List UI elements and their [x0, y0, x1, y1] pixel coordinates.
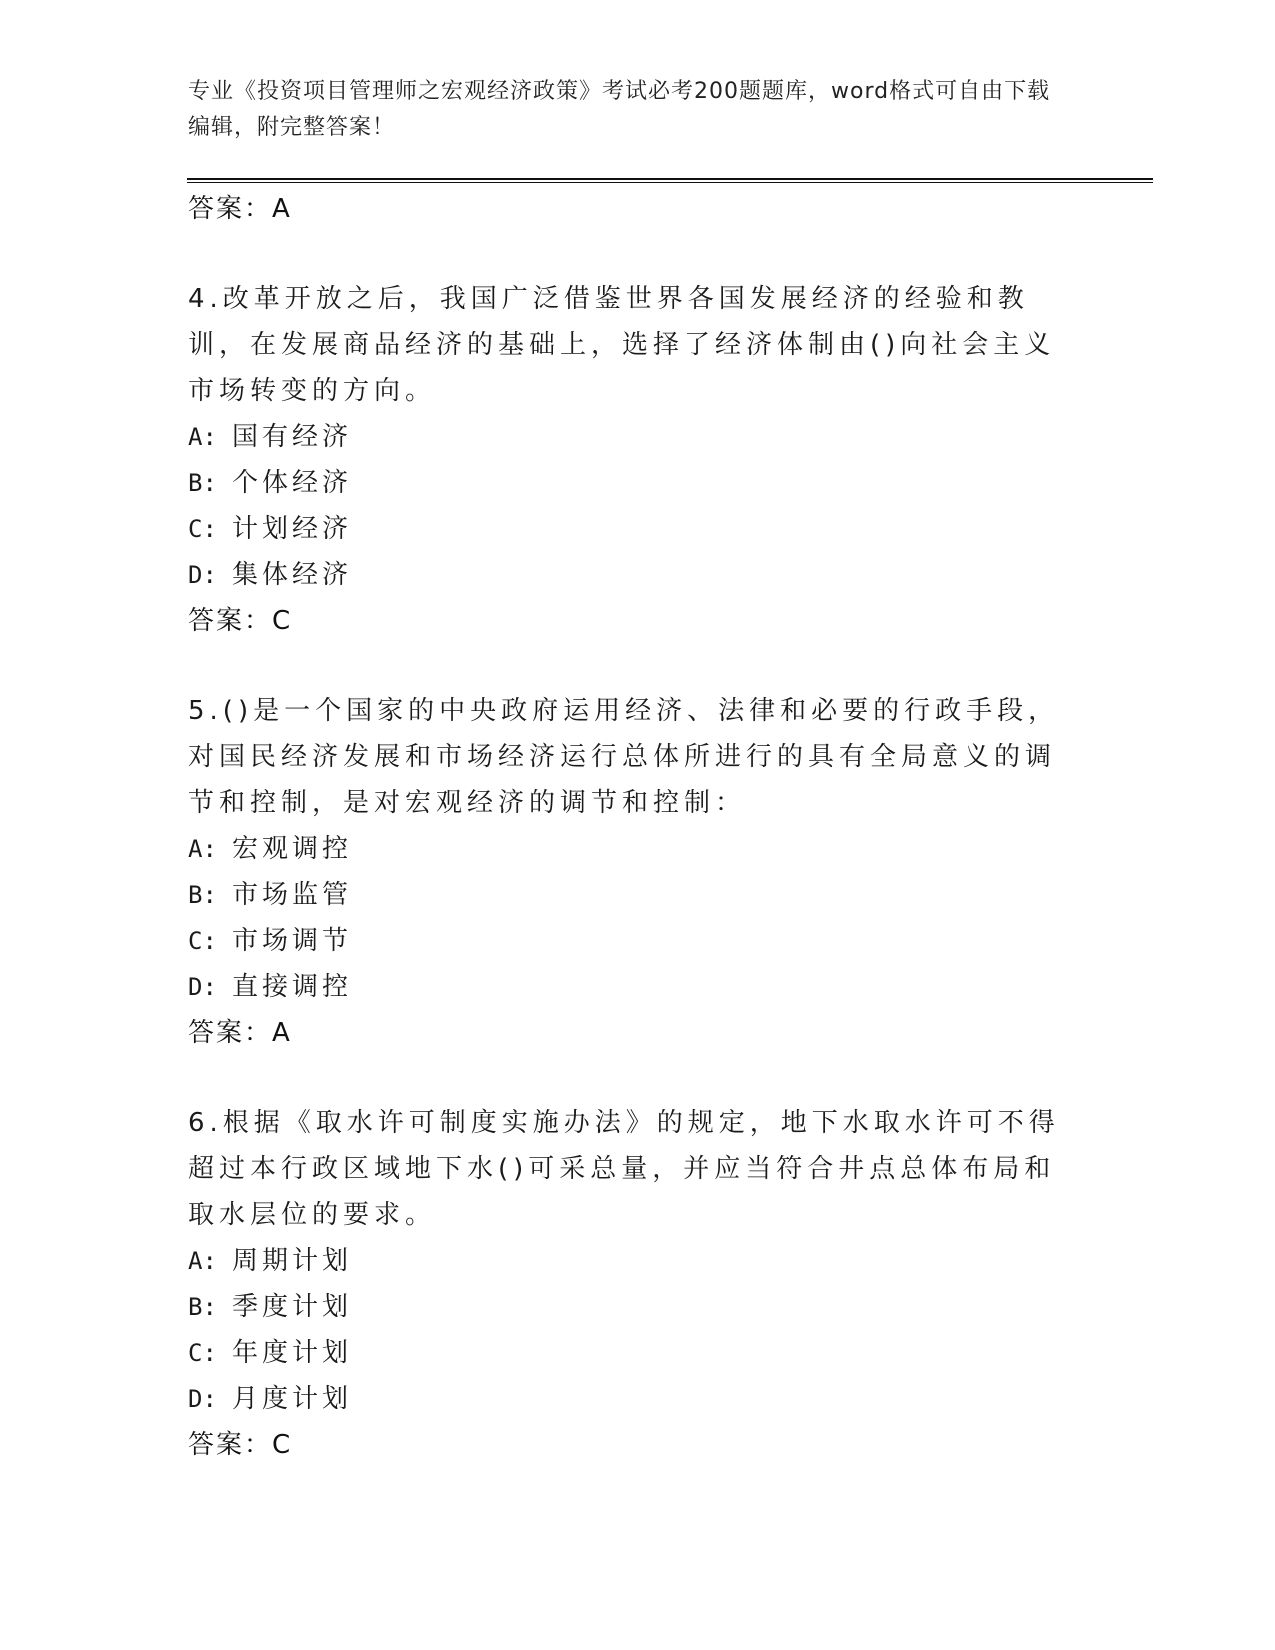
- option-text: 宏观调控: [232, 834, 353, 864]
- option-text: 集体经济: [232, 560, 353, 590]
- option-b: [188, 460, 1068, 506]
- option-letter: B:: [188, 469, 217, 497]
- option-letter: B:: [188, 1293, 217, 1321]
- option-a: [188, 826, 1068, 872]
- option-d: [188, 964, 1068, 1010]
- option-text: 计划经济: [232, 514, 353, 544]
- option-c: [188, 1330, 1068, 1376]
- option-d: [188, 552, 1068, 598]
- option-letter: B:: [188, 881, 217, 909]
- question-text: 4.改革开放之后，我国广泛借鉴世界各国发展经济的经验和教训，在发展商品经济的基础上，选择了经济体制由()向社会主义市场转变的方向。: [188, 284, 1056, 406]
- answer-label: 答案：C: [188, 1430, 293, 1460]
- option-d: [188, 1376, 1068, 1422]
- option-a: [188, 1238, 1068, 1284]
- answer-label: 答案：A: [188, 194, 292, 224]
- question-list: [188, 186, 1068, 1512]
- document-header: 专业《投资项目管理师之宏观经济政策》考试必考200题题库，word格式可自由下载编辑，附完整答案！: [188, 79, 1051, 140]
- option-letter: A:: [188, 423, 217, 451]
- question-item: [188, 688, 1068, 1056]
- option-text: 年度计划: [232, 1338, 353, 1368]
- question-item: [188, 276, 1068, 644]
- option-text: 个体经济: [232, 468, 353, 498]
- option-letter: D:: [188, 1385, 217, 1413]
- question-text: 6.根据《取水许可制度实施办法》的规定，地下水取水许可不得超过本行政区域地下水()可采总量，并应当符合井点总体布局和取水层位的要求。: [188, 1108, 1060, 1230]
- option-letter: A:: [188, 1247, 217, 1275]
- answer-label: 答案：C: [188, 606, 293, 636]
- option-letter: D:: [188, 561, 217, 589]
- option-letter: C:: [188, 927, 217, 955]
- question-text: 5.()是一个国家的中央政府运用经济、法律和必要的行政手段，对国民经济发展和市场经济运行总体所进行的具有全局意义的调节和控制，是对宏观经济的调节和控制：: [188, 696, 1060, 818]
- option-text: 月度计划: [232, 1384, 353, 1414]
- option-text: 市场监管: [232, 880, 353, 910]
- option-c: [188, 506, 1068, 552]
- option-letter: D:: [188, 973, 217, 1001]
- option-text: 直接调控: [232, 972, 353, 1002]
- option-b: [188, 872, 1068, 918]
- option-letter: C:: [188, 515, 217, 543]
- option-text: 国有经济: [232, 422, 353, 452]
- option-text: 周期计划: [232, 1246, 353, 1276]
- option-b: [188, 1284, 1068, 1330]
- option-a: [188, 414, 1068, 460]
- header-divider: [187, 178, 1153, 183]
- option-letter: C:: [188, 1339, 217, 1367]
- option-text: 市场调节: [232, 926, 353, 956]
- option-letter: A:: [188, 835, 217, 863]
- question-item: [188, 1100, 1068, 1468]
- option-c: [188, 918, 1068, 964]
- option-text: 季度计划: [232, 1292, 353, 1322]
- answer-label: 答案：A: [188, 1018, 292, 1048]
